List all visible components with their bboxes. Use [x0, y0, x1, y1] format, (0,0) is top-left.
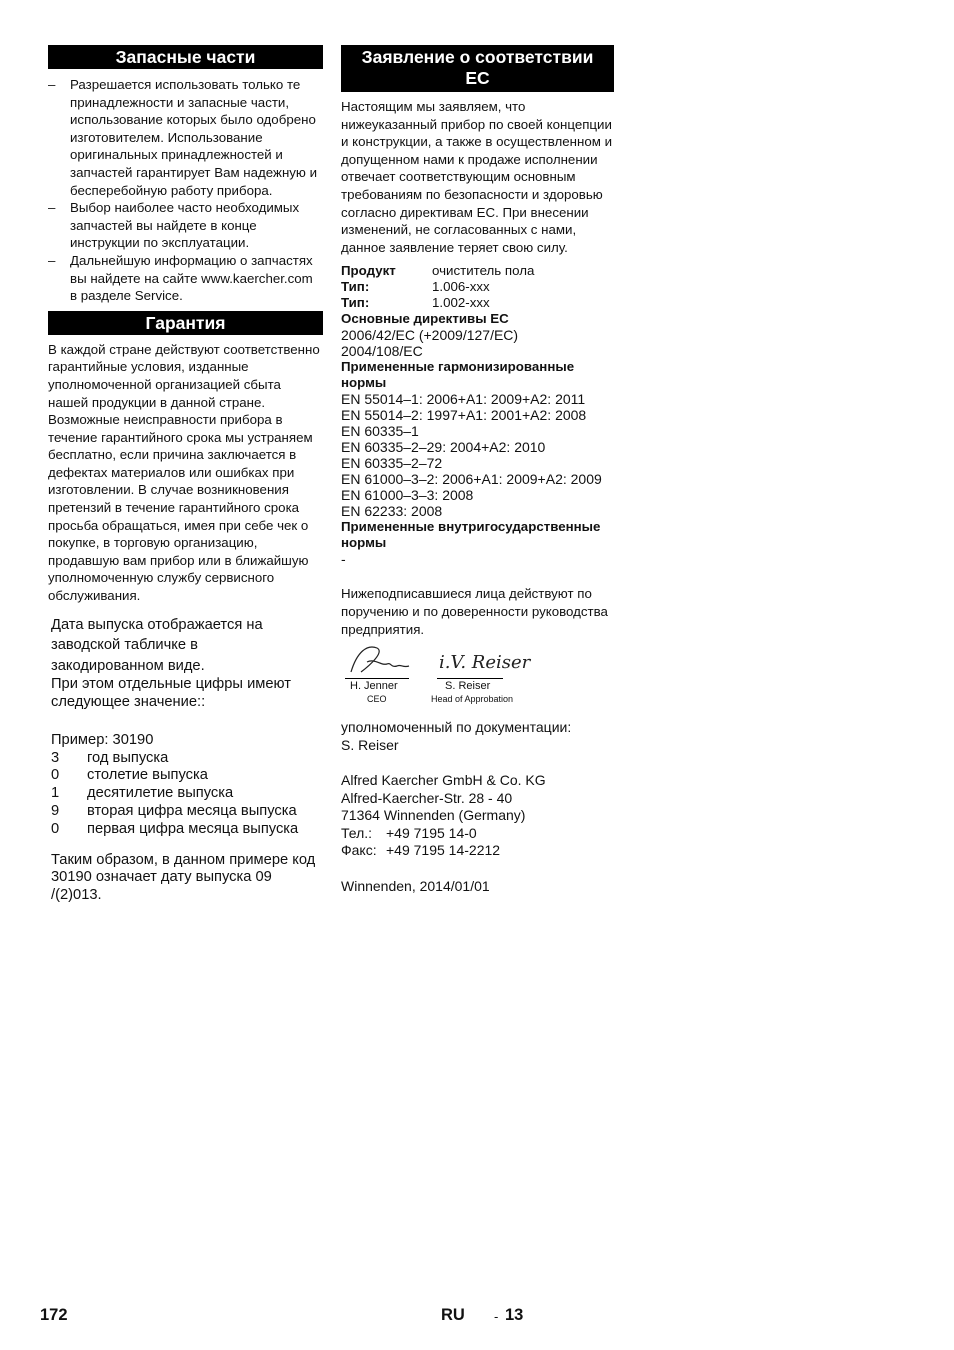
harmonized-item: EN 55014–1: 2006+A1: 2009+A2: 2011 [341, 391, 586, 408]
directives-heading: Основные директивы ЕС [341, 311, 509, 327]
right-column [341, 45, 614, 894]
authorized-label: уполномоченный по документации: [341, 719, 572, 736]
product-row: Продукт очиститель пола [341, 263, 535, 279]
spare-parts-item: – Выбор наиболее часто необходимых запчастей вы найдете в конце инструкции по эксплуатации. [48, 200, 300, 251]
company-tel: Тел.: +49 7195 14-0 [341, 824, 477, 841]
harmonized-item: EN 55014–2: 1997+A1: 2001+A2: 2008 [341, 407, 587, 424]
reiser-signature [437, 642, 531, 678]
company-city: 71364 Winnenden (Germany) [341, 807, 526, 824]
harmonized-item: EN 60335–1 [341, 423, 419, 440]
declaration-heading: Заявление о соответствии ЕС [341, 45, 614, 92]
left-column [48, 45, 323, 905]
company-name: Alfred Kaercher GmbH & Co. KG [341, 772, 546, 789]
digit-row: 9 вторая цифра месяца выпуска [51, 802, 297, 819]
harmonized-item: EN 60335–2–72 [341, 455, 443, 472]
national-value: - [341, 551, 346, 568]
signer-1-title: CEO [367, 694, 387, 705]
signature-line [437, 678, 503, 679]
place-date: Winnenden, 2014/01/01 [341, 877, 490, 894]
signer-2-title: Head of Approbation [431, 694, 514, 705]
declaration-intro: Настоящим мы заявляем, что нижеуказанный прибор по своей концепции и конструкции, а также в осуществленном и допущенном нами к продаже исполнении отвечает соответствующим основным требованиям по безопасности и здоровью согласно директивам ЕС. При внесении изменений, не согласованных с нами, данное заявление теряет свою силу. [341, 99, 612, 255]
harmonized-item: EN 62233: 2008 [341, 503, 443, 520]
company-street: Alfred-Kaercher-Str. 28 - 40 [341, 789, 513, 806]
harmonized-item: EN 61000–3–3: 2008 [341, 487, 474, 504]
harmonized-heading: Примененные гармонизированные нормы [341, 359, 575, 391]
company-fax: Факс: +49 7195 14-2212 [341, 842, 501, 859]
date-code-example: Пример: 30190 [51, 731, 154, 748]
warranty-heading: Гарантия [48, 311, 323, 335]
language-code: RU [441, 1306, 465, 1324]
harmonized-item: EN 61000–3–2: 2006+A1: 2009+A2: 2009 [341, 471, 602, 488]
signature-line [345, 678, 409, 679]
harmonized-item: EN 60335–2–29: 2004+A2: 2010 [341, 439, 546, 456]
type-row: Тип: 1.006-xxx [341, 279, 490, 295]
warranty-text: В каждой стране действуют соответственно гарантийные условия, изданные уполномоченной организацией сбыта нашей продукции в данной стране. Возможные неисправности прибора в течение гарантийного срока мы устраняем бесплатно, если причина заключается в дефектах материалов или ошибках при изготовлении. В случае возникновения претензий в течение гарантийного срока просьба обращаться, имея при себе чек о покупке, в торговую организацию, продавшую вам прибор или в ближайшую уполномоченную службу сервисного обслуживания. [48, 341, 320, 604]
spare-parts-item: – Дальнейшую информацию о запчастях вы найдете на сайте www.kaercher.com в разделе Service. [48, 252, 313, 304]
jenner-signature [347, 642, 419, 678]
type-row: Тип: 1.002-xxx [341, 295, 490, 311]
national-heading: Примененные внутригосударственные нормы [341, 519, 601, 551]
directive-item: 2004/108/EC [341, 343, 423, 360]
date-code-intro-2: При этом отдельные цифры имеют следующее значение:: [51, 676, 291, 710]
directive-item: 2006/42/EC (+2009/127/EC) [341, 327, 519, 344]
footer-separator: - [494, 1309, 499, 1324]
digit-row: 3 год выпуска [51, 749, 169, 766]
signer-1-name: H. Jenner [350, 680, 398, 693]
signatories-text: Нижеподписавшиеся лица действуют по поручению и по доверенности руководства предприятия. [341, 586, 608, 637]
spare-parts-heading: Запасные части [48, 45, 323, 69]
spare-parts-item: – Разрешается использовать только те принадлежности и запасные части, использование которых было одобрено изготовителем. Использование оригинальных принадлежностей и запчастей гарантирует Вам надежную и бесперебойную работу прибора. [48, 77, 318, 198]
date-code-intro: Дата выпуска отображается на заводской табличке в закодированном виде. [51, 616, 263, 674]
authorized-name: S. Reiser [341, 737, 399, 754]
signer-2-name: S. Reiser [445, 680, 491, 693]
digit-row: 0 первая цифра месяца выпуска [51, 820, 299, 837]
section-page-number: 13 [505, 1306, 524, 1324]
page-number: 172 [40, 1306, 68, 1324]
signature-block [341, 638, 614, 718]
reiser-signature-text: i.V. Reiser [439, 652, 531, 674]
digit-row: 1 десятилетие выпуска [51, 785, 234, 802]
date-code-conclusion: Таким образом, в данном примере код 30190 означает дату выпуска 09 /(2)013. [51, 851, 316, 904]
digit-row: 0 столетие выпуска [51, 767, 208, 784]
